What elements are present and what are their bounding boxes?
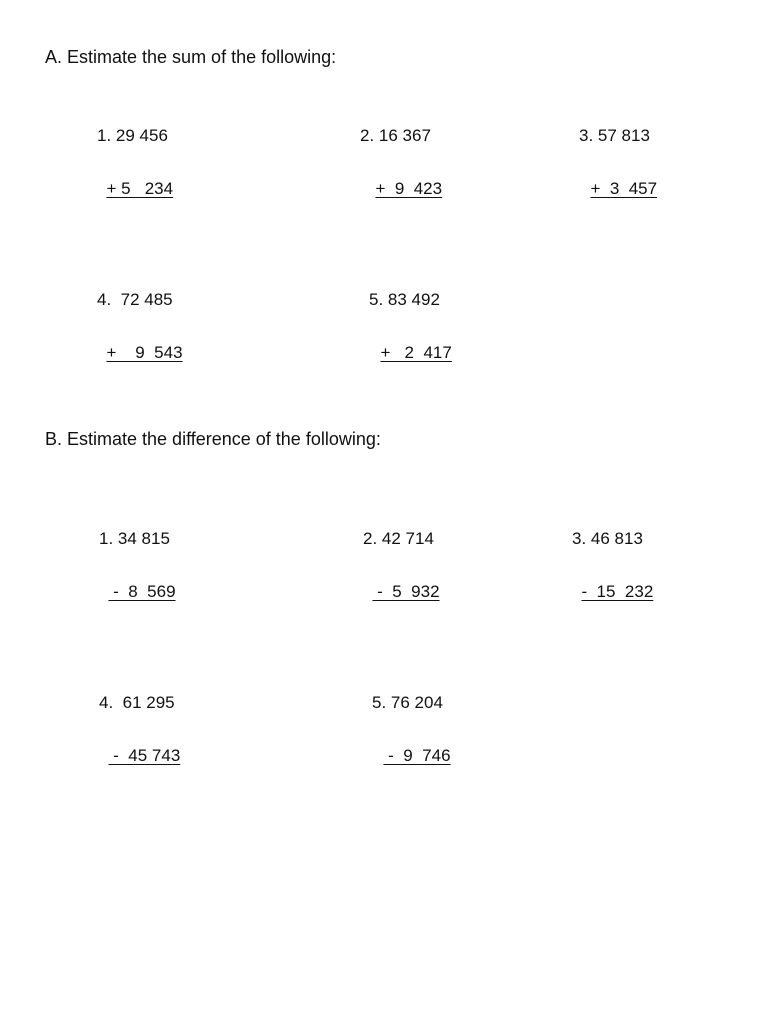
difference-problem-4 <box>99 653 180 766</box>
section-a-heading: A. Estimate the sum of the following: <box>45 47 337 67</box>
difference-problem-1-top: 1. 34 815 <box>99 529 170 548</box>
sum-problem-4 <box>97 250 183 363</box>
difference-problem-2-bottom: - 5 932 <box>372 582 440 601</box>
sum-problem-5 <box>369 250 452 363</box>
sum-problem-1-bottom: + 5 234 <box>106 179 174 198</box>
difference-problem-2-top: 2. 42 714 <box>363 529 434 548</box>
sum-problem-2-bottom: + 9 423 <box>375 179 443 198</box>
difference-problem-5-top: 5. 76 204 <box>372 693 443 712</box>
difference-problem-3-top: 3. 46 813 <box>572 529 643 548</box>
difference-problem-1-bottom: - 8 569 <box>108 582 176 601</box>
sum-problem-4-top: 4. 72 485 <box>97 290 173 309</box>
sum-problem-5-top: 5. 83 492 <box>369 290 440 309</box>
difference-problem-1 <box>99 489 176 602</box>
sum-problem-1 <box>97 86 173 199</box>
sum-problem-3-bottom: + 3 457 <box>590 179 658 198</box>
difference-problem-4-top: 4. 61 295 <box>99 693 175 712</box>
sum-problem-2 <box>360 86 442 199</box>
sum-problem-2-top: 2. 16 367 <box>360 126 431 145</box>
section-b-heading: B. Estimate the difference of the following: <box>45 429 381 449</box>
sum-problem-4-bottom: + 9 543 <box>106 343 183 362</box>
difference-problem-2 <box>363 489 440 602</box>
difference-problem-4-bottom: - 45 743 <box>108 746 181 765</box>
sum-problem-3-top: 3. 57 813 <box>579 126 650 145</box>
difference-problem-5-bottom: - 9 746 <box>383 746 451 765</box>
difference-problem-3-bottom: - 15 232 <box>581 582 654 601</box>
sum-problem-3 <box>579 86 657 199</box>
difference-problem-3 <box>572 489 653 602</box>
sum-problem-5-bottom: + 2 417 <box>380 343 452 362</box>
difference-problem-5 <box>372 653 451 766</box>
sum-problem-1-top: 1. 29 456 <box>97 126 168 145</box>
